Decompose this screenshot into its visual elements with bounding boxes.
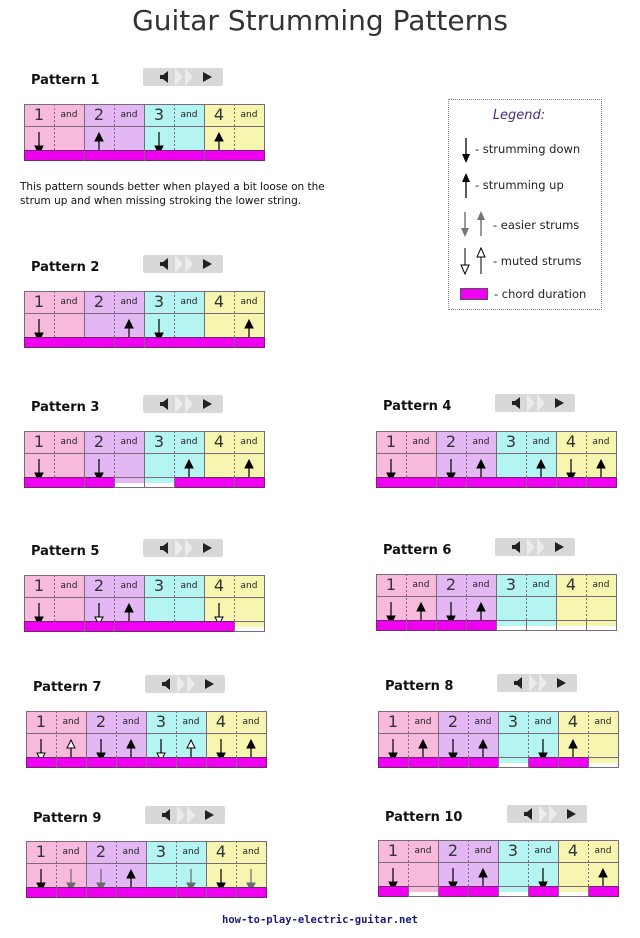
chord-bar-icon: [460, 288, 488, 300]
chord-duration-bar: [87, 758, 117, 768]
beat-number: 3: [155, 842, 167, 861]
pattern-grid: [378, 711, 618, 767]
legend-item-easier: [449, 208, 603, 238]
chevron-icon: [549, 805, 557, 823]
beat-number: 3: [505, 575, 517, 594]
beat-number: 2: [95, 712, 107, 731]
hollow-arrows-icon: [459, 246, 489, 276]
pattern-grid-lines: [26, 841, 268, 899]
and-label: and: [594, 717, 612, 727]
audio-player[interactable]: [495, 538, 575, 556]
pattern-label: Pattern 3: [31, 400, 100, 415]
and-label: and: [242, 847, 260, 857]
beat-number: 4: [567, 841, 579, 860]
and-label: and: [474, 717, 492, 727]
pattern-grid-lines: [378, 840, 620, 898]
pattern-label: Pattern 1: [31, 73, 100, 88]
chord-duration-bar: [115, 622, 235, 632]
beat-number: 2: [93, 432, 105, 451]
pattern-grid: [24, 431, 264, 487]
chevron-icon: [537, 394, 545, 412]
audio-player[interactable]: [143, 255, 223, 273]
and-label: and: [62, 717, 80, 727]
pattern-grid: [26, 841, 266, 897]
legend-item-down: [449, 134, 603, 164]
beat-number: 1: [35, 712, 47, 731]
beat-number: 4: [565, 432, 577, 451]
chevron-icon: [187, 806, 195, 824]
play-icon[interactable]: [557, 678, 566, 688]
legend-label-up: - strumming up: [475, 178, 564, 192]
and-label: and: [534, 846, 552, 856]
beat-number: 1: [385, 575, 397, 594]
chord-duration-bar: [25, 338, 115, 348]
and-label: and: [60, 437, 78, 447]
speaker-icon[interactable]: [161, 809, 175, 821]
chord-duration-bar: [117, 758, 147, 768]
and-label: and: [240, 581, 258, 591]
audio-player[interactable]: [495, 394, 575, 412]
chord-duration-bar: [115, 338, 145, 348]
chevron-icon: [177, 675, 185, 693]
pattern-label: Pattern 10: [385, 810, 463, 825]
pattern1-note: This pattern sounds better when played a bit loose on the strum up and when missing stroking the lower string.: [20, 181, 325, 207]
chord-duration-bar: [25, 151, 85, 161]
pattern-label: Pattern 5: [31, 544, 100, 559]
chord-duration-bar: [437, 478, 467, 488]
pattern-grid-lines: [26, 711, 268, 769]
speaker-icon[interactable]: [511, 541, 525, 553]
beat-number: 1: [387, 841, 399, 860]
chord-duration-bar: [177, 888, 207, 898]
legend-item-chord: [449, 282, 603, 312]
legend-label-chord: - chord duration: [494, 287, 587, 301]
and-label: and: [120, 437, 138, 447]
beat-number: 1: [33, 105, 45, 124]
pattern-label: Pattern 6: [383, 543, 452, 558]
beat-number: 4: [215, 712, 227, 731]
chord-duration-bar: [27, 888, 57, 898]
speaker-icon[interactable]: [159, 258, 173, 270]
legend-label-muted: - muted strums: [493, 254, 582, 268]
chord-duration-bar: [407, 621, 437, 631]
beat-number: 1: [387, 712, 399, 731]
play-icon[interactable]: [203, 259, 212, 269]
beat-number: 3: [505, 432, 517, 451]
beat-number: 3: [507, 841, 519, 860]
beat-number: 4: [213, 105, 225, 124]
chord-duration-bar: [25, 478, 85, 488]
and-label: and: [60, 297, 78, 307]
page-title: Guitar Strumming Patterns: [132, 4, 508, 37]
play-icon[interactable]: [205, 810, 214, 820]
chord-duration-bar: [467, 621, 497, 631]
chord-duration-bar: [409, 758, 439, 768]
chord-duration-bar: [207, 758, 237, 768]
beat-number: 2: [95, 842, 107, 861]
chord-duration-bar: [379, 758, 409, 768]
chord-duration-bar: [235, 338, 265, 348]
beat-number: 2: [93, 292, 105, 311]
chord-duration-bar: [207, 888, 237, 898]
light-arrows-icon: [459, 210, 489, 238]
and-label: and: [120, 581, 138, 591]
pattern-grid-lines: [376, 574, 618, 632]
and-label: and: [472, 580, 490, 590]
audio-player[interactable]: [143, 68, 223, 86]
pattern-grid-lines: [24, 291, 266, 349]
beat-number: 3: [153, 576, 165, 595]
and-label: and: [122, 717, 140, 727]
speaker-icon[interactable]: [159, 71, 173, 83]
chord-duration-bar: [469, 887, 499, 897]
chord-duration-bar: [467, 478, 527, 488]
beat-number: 3: [153, 105, 165, 124]
arrow-down-icon: [459, 136, 473, 164]
chevron-icon: [527, 394, 535, 412]
pattern-grid: [378, 840, 618, 896]
chevron-icon: [539, 674, 547, 692]
and-label: and: [180, 297, 198, 307]
chevron-icon: [529, 674, 537, 692]
beat-number: 4: [567, 712, 579, 731]
pattern-label: Pattern 8: [385, 679, 454, 694]
chord-duration-bar: [439, 758, 469, 768]
and-label: and: [534, 717, 552, 727]
and-label: and: [594, 846, 612, 856]
pattern-grid-lines: [24, 104, 266, 162]
and-label: and: [120, 297, 138, 307]
and-label: and: [62, 847, 80, 857]
chord-duration-bar: [87, 888, 117, 898]
audio-player[interactable]: [497, 674, 577, 692]
beat-number: 1: [35, 842, 47, 861]
chord-duration-bar: [377, 621, 407, 631]
audio-player[interactable]: [507, 805, 587, 823]
beat-number: 2: [445, 575, 457, 594]
and-label: and: [592, 580, 610, 590]
beat-number: 3: [507, 712, 519, 731]
chord-duration-bar: [529, 758, 559, 768]
chevron-icon: [185, 255, 193, 273]
and-label: and: [60, 581, 78, 591]
pattern-grid-lines: [24, 575, 266, 633]
chevron-icon: [185, 395, 193, 413]
and-label: and: [180, 110, 198, 120]
chevron-icon: [187, 675, 195, 693]
beat-number: 2: [447, 841, 459, 860]
pattern-label: Pattern 9: [33, 811, 102, 826]
chord-duration-bar: [117, 888, 177, 898]
chevron-icon: [185, 68, 193, 86]
legend-item-muted: [449, 246, 603, 276]
beat-number: 2: [447, 712, 459, 731]
chord-duration-bar: [175, 478, 235, 488]
chord-duration-bar: [559, 758, 589, 768]
speaker-icon[interactable]: [523, 808, 537, 820]
chord-duration-bar: [527, 478, 557, 488]
chord-duration-bar: [437, 621, 467, 631]
pattern-grid: [24, 575, 264, 631]
and-label: and: [240, 297, 258, 307]
speaker-icon[interactable]: [161, 678, 175, 690]
pattern-grid-lines: [376, 431, 618, 489]
chevron-icon: [175, 255, 183, 273]
chord-duration-bar: [237, 758, 267, 768]
and-label: and: [180, 437, 198, 447]
pattern-grid: [24, 104, 264, 160]
and-label: and: [532, 580, 550, 590]
and-label: and: [414, 717, 432, 727]
beat-number: 2: [445, 432, 457, 451]
speaker-icon[interactable]: [511, 397, 525, 409]
legend-label-easier: - easier strums: [493, 218, 580, 232]
chord-duration-bar: [145, 151, 205, 161]
chevron-icon: [175, 68, 183, 86]
chord-duration-bar: [25, 622, 85, 632]
pattern-label: Pattern 2: [31, 260, 100, 275]
and-label: and: [242, 717, 260, 727]
and-label: and: [592, 437, 610, 447]
chord-duration-bar: [147, 758, 177, 768]
and-label: and: [474, 846, 492, 856]
and-label: and: [240, 437, 258, 447]
chevron-icon: [175, 539, 183, 557]
play-icon[interactable]: [555, 398, 564, 408]
beat-number: 3: [155, 712, 167, 731]
audio-player[interactable]: [143, 539, 223, 557]
chord-duration-bar: [379, 887, 409, 897]
chord-duration-bar: [587, 478, 617, 488]
chord-duration-bar: [439, 887, 469, 897]
beat-number: 4: [565, 575, 577, 594]
pattern-grid: [26, 711, 266, 767]
beat-number: 4: [213, 432, 225, 451]
and-label: and: [182, 847, 200, 857]
and-label: and: [472, 437, 490, 447]
audio-player[interactable]: [143, 395, 223, 413]
chord-duration-bar: [235, 478, 265, 488]
chord-duration-bar: [57, 888, 87, 898]
chord-duration-bar: [27, 758, 57, 768]
beat-number: 3: [153, 432, 165, 451]
pattern-label: Pattern 4: [383, 399, 452, 414]
play-icon[interactable]: [205, 679, 214, 689]
chord-duration-bar: [205, 151, 265, 161]
speaker-icon[interactable]: [159, 542, 173, 554]
beat-number: 1: [385, 432, 397, 451]
chord-duration-bar: [85, 478, 115, 488]
pattern-grid: [376, 574, 616, 630]
pattern-grid-lines: [378, 711, 620, 769]
and-label: and: [180, 581, 198, 591]
play-icon[interactable]: [203, 72, 212, 82]
beat-number: 4: [213, 292, 225, 311]
arrow-up-icon: [459, 172, 473, 200]
play-icon[interactable]: [203, 543, 212, 553]
legend-label-down: - strumming down: [475, 142, 581, 156]
chord-duration-bar: [557, 478, 587, 488]
pattern-grid: [376, 431, 616, 487]
chevron-icon: [175, 395, 183, 413]
pattern-label: Pattern 7: [33, 680, 102, 695]
beat-number: 4: [215, 842, 227, 861]
beat-number: 2: [93, 105, 105, 124]
and-label: and: [182, 717, 200, 727]
and-label: and: [532, 437, 550, 447]
chevron-icon: [537, 538, 545, 556]
beat-number: 1: [33, 432, 45, 451]
beat-number: 1: [33, 292, 45, 311]
play-icon[interactable]: [567, 809, 576, 819]
chord-duration-bar: [57, 758, 87, 768]
and-label: and: [240, 110, 258, 120]
beat-number: 1: [33, 576, 45, 595]
chord-duration-bar: [529, 887, 559, 897]
chord-duration-bar: [237, 888, 267, 898]
speaker-icon[interactable]: [513, 677, 527, 689]
chord-duration-bar: [377, 478, 437, 488]
chord-duration-bar: [85, 622, 115, 632]
pattern-grid: [24, 291, 264, 347]
beat-number: 2: [93, 576, 105, 595]
legend-item-up: [449, 170, 603, 200]
chord-duration-bar: [469, 758, 499, 768]
legend-box: [448, 99, 602, 310]
audio-player[interactable]: [145, 806, 225, 824]
chord-duration-bar: [145, 338, 235, 348]
chord-duration-bar: [85, 151, 145, 161]
play-icon[interactable]: [203, 399, 212, 409]
chord-duration-bar: [177, 758, 207, 768]
audio-player[interactable]: [145, 675, 225, 693]
chevron-icon: [177, 806, 185, 824]
play-icon[interactable]: [555, 542, 564, 552]
chevron-icon: [185, 539, 193, 557]
speaker-icon[interactable]: [159, 398, 173, 410]
and-label: and: [412, 437, 430, 447]
pattern-grid-lines: [24, 431, 266, 489]
and-label: and: [120, 110, 138, 120]
legend-title: Legend:: [492, 108, 546, 123]
footer-site: how-to-play-electric-guitar.net: [222, 914, 418, 926]
and-label: and: [412, 580, 430, 590]
chevron-icon: [527, 538, 535, 556]
beat-number: 3: [153, 292, 165, 311]
chord-duration-bar: [589, 887, 619, 897]
chevron-icon: [539, 805, 547, 823]
beat-number: 4: [213, 576, 225, 595]
and-label: and: [60, 110, 78, 120]
and-label: and: [414, 846, 432, 856]
and-label: and: [122, 847, 140, 857]
